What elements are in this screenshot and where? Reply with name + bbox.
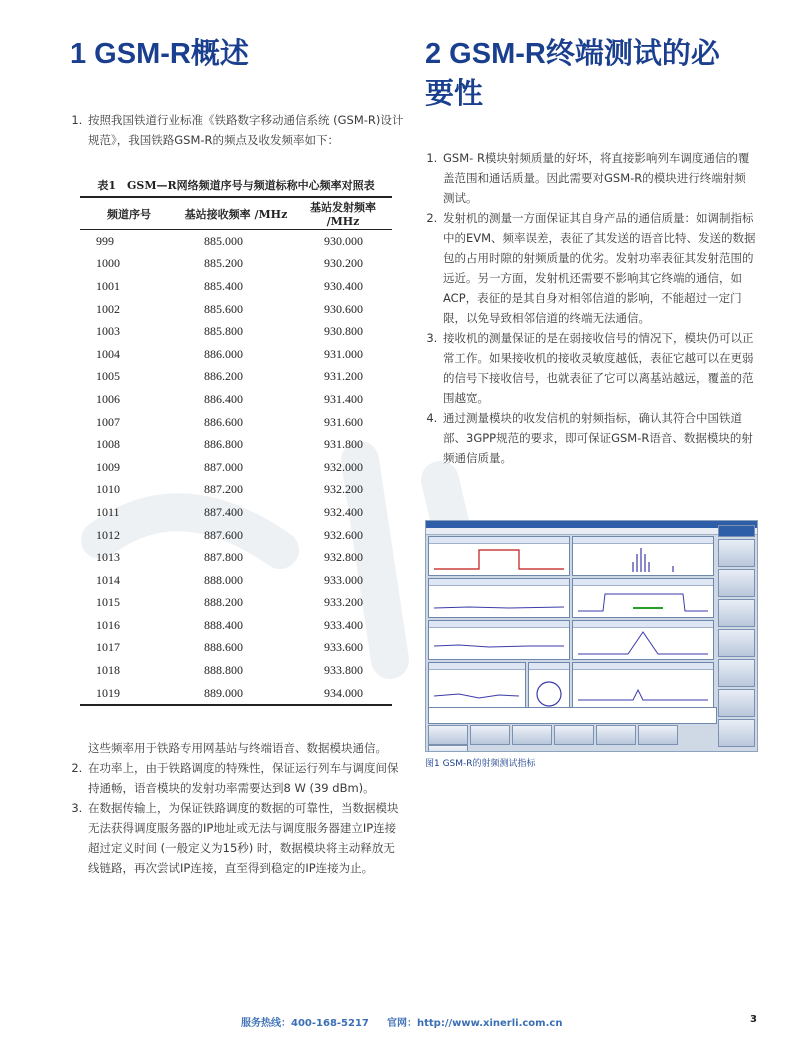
channel-cell: 1010 bbox=[96, 482, 120, 497]
rx-freq-cell: 889.000 bbox=[178, 682, 294, 706]
list-item: 3. 在数据传输上，为保证铁路调度的数据的可靠性，当数据模块无法获得调度服务器的IP地址或无法与调度服务器建立IP连接超过定义时间 (一般定义为15秒) 时，数据模块将主动释放无线链路，再次尝试IP连接，直至得到稳定的IP连接为止。 bbox=[86, 798, 406, 878]
screenshot-titlebar bbox=[426, 521, 757, 528]
table-header-row bbox=[80, 197, 392, 230]
table-row bbox=[80, 388, 392, 411]
section2-title-line2: 要性 bbox=[425, 78, 484, 110]
evm-trace bbox=[429, 586, 569, 616]
tx-freq-cell: 930.200 bbox=[324, 256, 363, 271]
softkey bbox=[512, 725, 552, 745]
power-trace bbox=[429, 544, 569, 574]
header-rx-freq: 基站接收频率 /MHz bbox=[178, 197, 294, 230]
rx-freq-cell: 885.800 bbox=[204, 324, 243, 339]
rx-freq-cell: 885.200 bbox=[204, 256, 243, 271]
rx-freq-cell: 887.000 bbox=[204, 459, 243, 474]
section1-title: 1 GSM-R概述 bbox=[70, 38, 249, 70]
switching-frequency-trace bbox=[573, 628, 713, 658]
tx-freq-cell: 931.200 bbox=[324, 369, 363, 384]
softkey bbox=[596, 725, 636, 745]
channel-cell: 1012 bbox=[96, 527, 120, 542]
footer-hotline: 服务热线：400-168-5217 bbox=[241, 1018, 369, 1029]
channel-cell: 1003 bbox=[96, 324, 120, 339]
tx-freq-cell: 930.400 bbox=[324, 278, 363, 293]
channel-cell: 1005 bbox=[96, 369, 120, 384]
channel-cell: 1001 bbox=[96, 278, 120, 293]
magnitude-error-panel bbox=[428, 620, 570, 660]
modulation-time-trace bbox=[573, 586, 713, 616]
tx-freq-cell: 930.800 bbox=[324, 324, 363, 339]
channel-cell: 1004 bbox=[96, 346, 120, 361]
tx-freq-cell: 930.600 bbox=[324, 301, 363, 316]
softkey bbox=[554, 725, 594, 745]
channel-cell: 1017 bbox=[96, 640, 120, 655]
rx-freq-cell: 885.600 bbox=[204, 301, 243, 316]
softkey bbox=[718, 689, 755, 717]
table-caption: 表1 GSM—R网络频道序号与频道标称中心频率对照表 bbox=[97, 179, 375, 192]
rx-freq-cell: 886.600 bbox=[204, 414, 243, 429]
rx-freq-cell: 885.400 bbox=[204, 278, 243, 293]
tx-freq-cell: 932.800 bbox=[324, 550, 363, 565]
table-row bbox=[80, 230, 392, 253]
screenshot-menubar bbox=[426, 528, 757, 535]
bottom-softkeys bbox=[428, 725, 715, 747]
spectrum-modulation-frequency-panel bbox=[572, 536, 714, 576]
list-item: 2. 在功率上，由于铁路调度的特殊性，保证运行列车与调度间保持通畅，语音模块的发射功率需要达到8 W (39 dBm)。 bbox=[86, 758, 406, 798]
tx-freq-cell: 933.600 bbox=[324, 640, 363, 655]
error-vector-magnitude-panel bbox=[428, 578, 570, 618]
table-row bbox=[80, 546, 392, 569]
channel-cell: 1019 bbox=[80, 682, 178, 706]
spectrum-switching-frequency-panel bbox=[572, 620, 714, 660]
header-tx-freq: 基站发射频率 /MHz bbox=[294, 197, 392, 230]
rx-freq-cell: 886.000 bbox=[204, 346, 243, 361]
rx-freq-cell: 887.400 bbox=[204, 504, 243, 519]
softkey bbox=[718, 659, 755, 687]
softkey bbox=[470, 725, 510, 745]
channel-cell: 1016 bbox=[96, 617, 120, 632]
table-row bbox=[80, 456, 392, 479]
table-row bbox=[80, 524, 392, 547]
softkey bbox=[718, 525, 755, 537]
page-number: 3 bbox=[750, 1014, 757, 1025]
power-vs-time-panel bbox=[428, 536, 570, 576]
spectrum-trace bbox=[573, 544, 713, 574]
frequency-table bbox=[80, 176, 392, 706]
tx-freq-cell: 933.000 bbox=[324, 572, 363, 587]
channel-cell: 1018 bbox=[96, 663, 120, 678]
channel-cell: 1013 bbox=[96, 550, 120, 565]
table-row bbox=[80, 569, 392, 592]
list-item: 1. GSM- R模块射频质量的好坏，将直接影响列车调度通信的覆盖范围和通话质量。因此需要对GSM-R的模块进行终端射频测试。 bbox=[441, 148, 757, 208]
header-channel: 频道序号 bbox=[80, 197, 178, 230]
section2-title-line1: 2 GSM-R终端测试的必 bbox=[425, 38, 720, 70]
tx-freq-cell: 932.600 bbox=[324, 527, 363, 542]
tx-freq-cell: 931.800 bbox=[324, 437, 363, 452]
tx-freq-cell: 931.000 bbox=[324, 346, 363, 361]
rx-freq-cell: 886.200 bbox=[204, 369, 243, 384]
table-row bbox=[80, 433, 392, 456]
channel-cell: 1014 bbox=[96, 572, 120, 587]
table-row bbox=[80, 320, 392, 343]
frequency-table-grid bbox=[80, 196, 392, 706]
softkey bbox=[428, 725, 468, 745]
rx-freq-cell: 888.400 bbox=[204, 617, 243, 632]
section1-continuation bbox=[70, 738, 406, 878]
channel-cell: 1008 bbox=[96, 437, 120, 452]
tx-freq-cell: 931.600 bbox=[324, 414, 363, 429]
table-row bbox=[80, 637, 392, 660]
rx-freq-cell: 888.000 bbox=[204, 572, 243, 587]
footer-website[interactable]: 官网：http://www.xinerli.com.cn bbox=[387, 1018, 563, 1029]
list-item: 3. 接收机的测量保证的是在弱接收信号的情况下，模块仍可以正常工作。如果接收机的接收灵敏度越低，表征它越可以在更弱的信号下接收信号，也就表征了它可以离基站越远，覆盖的范围越宽。 bbox=[441, 328, 757, 408]
magnitude-error-trace bbox=[429, 628, 569, 658]
channel-cell: 1015 bbox=[96, 595, 120, 610]
table-row bbox=[80, 592, 392, 615]
section2-list bbox=[425, 148, 757, 468]
rx-freq-cell: 887.800 bbox=[204, 550, 243, 565]
section2-title bbox=[425, 34, 765, 114]
softkey bbox=[638, 725, 678, 745]
list-item: 4. 通过测量模块的收发信机的射频指标，确认其符合中国铁道部、3GPP规范的要求，即可保证GSM-R语音、数据模块的射频通信质量。 bbox=[441, 408, 757, 468]
rf-test-screenshot bbox=[425, 520, 758, 752]
softkey bbox=[718, 569, 755, 597]
table-row bbox=[80, 682, 392, 706]
table-row bbox=[80, 479, 392, 502]
list-item: 2. 发射机的测量一方面保证其自身产品的通信质量：如调制指标中的EVM、频率误差，表征了其发送的语音比特、发送的数据包的占用时隙的射频质量的优劣。发射功率表征其发射范围的远近。另一方面，发射机还需要不影响其它终端的通信，如ACP，表征的是其自身对相邻信道的影响，不能超过一定门限，以免导致相邻信道的终端无法通信。 bbox=[441, 208, 757, 328]
list-item: 1. 按照我国铁道行业标准《铁路数字移动通信系统 (GSM-R)设计规范》，我国铁路GSM-R的频点及收发频率如下： bbox=[86, 110, 406, 150]
table-row bbox=[80, 501, 392, 524]
screenshot-panels bbox=[428, 536, 715, 721]
rx-freq-cell: 885.000 bbox=[204, 233, 243, 248]
tx-freq-cell: 930.000 bbox=[324, 233, 363, 248]
softkey-column bbox=[718, 525, 755, 745]
rx-freq-cell: 888.600 bbox=[204, 640, 243, 655]
tx-freq-cell: 932.000 bbox=[324, 459, 363, 474]
softkey bbox=[718, 719, 755, 747]
channel-cell: 999 bbox=[96, 233, 114, 248]
tx-freq-cell: 933.800 bbox=[324, 663, 363, 678]
table-row bbox=[80, 366, 392, 389]
spectrum-modulation-time-panel bbox=[572, 578, 714, 618]
tx-freq-cell: 933.200 bbox=[324, 595, 363, 610]
softkey bbox=[718, 599, 755, 627]
softkey bbox=[428, 745, 468, 752]
tx-freq-cell: 933.400 bbox=[324, 617, 363, 632]
figure-caption: 图1 GSM-R的射频测试指标 bbox=[425, 759, 536, 769]
table-row bbox=[80, 253, 392, 276]
table-row bbox=[80, 343, 392, 366]
tx-freq-cell: 934.000 bbox=[294, 682, 392, 706]
table-row bbox=[80, 275, 392, 298]
tx-freq-cell: 932.200 bbox=[324, 482, 363, 497]
table-row bbox=[80, 659, 392, 682]
rx-freq-cell: 887.600 bbox=[204, 527, 243, 542]
tx-measurement-bar bbox=[428, 707, 717, 724]
rx-freq-cell: 886.400 bbox=[204, 391, 243, 406]
tx-freq-cell: 932.400 bbox=[324, 504, 363, 519]
rx-freq-cell: 888.200 bbox=[204, 595, 243, 610]
table-row bbox=[80, 411, 392, 434]
rx-freq-cell: 886.800 bbox=[204, 437, 243, 452]
tx-freq-cell: 931.400 bbox=[324, 391, 363, 406]
channel-cell: 1006 bbox=[96, 391, 120, 406]
table-row bbox=[80, 614, 392, 637]
table-row bbox=[80, 298, 392, 321]
softkey bbox=[718, 629, 755, 657]
softkey bbox=[718, 539, 755, 567]
channel-cell: 1007 bbox=[96, 414, 120, 429]
channel-cell: 1000 bbox=[96, 256, 120, 271]
channel-cell: 1011 bbox=[96, 504, 120, 519]
rx-freq-cell: 887.200 bbox=[204, 482, 243, 497]
channel-cell: 1009 bbox=[96, 459, 120, 474]
rx-freq-cell: 888.800 bbox=[204, 663, 243, 678]
section1-intro-list bbox=[70, 110, 406, 150]
continuation-text: 这些频率用于铁路专用网基站与终端语音、数据模块通信。 bbox=[88, 741, 387, 755]
channel-cell: 1002 bbox=[96, 301, 120, 316]
